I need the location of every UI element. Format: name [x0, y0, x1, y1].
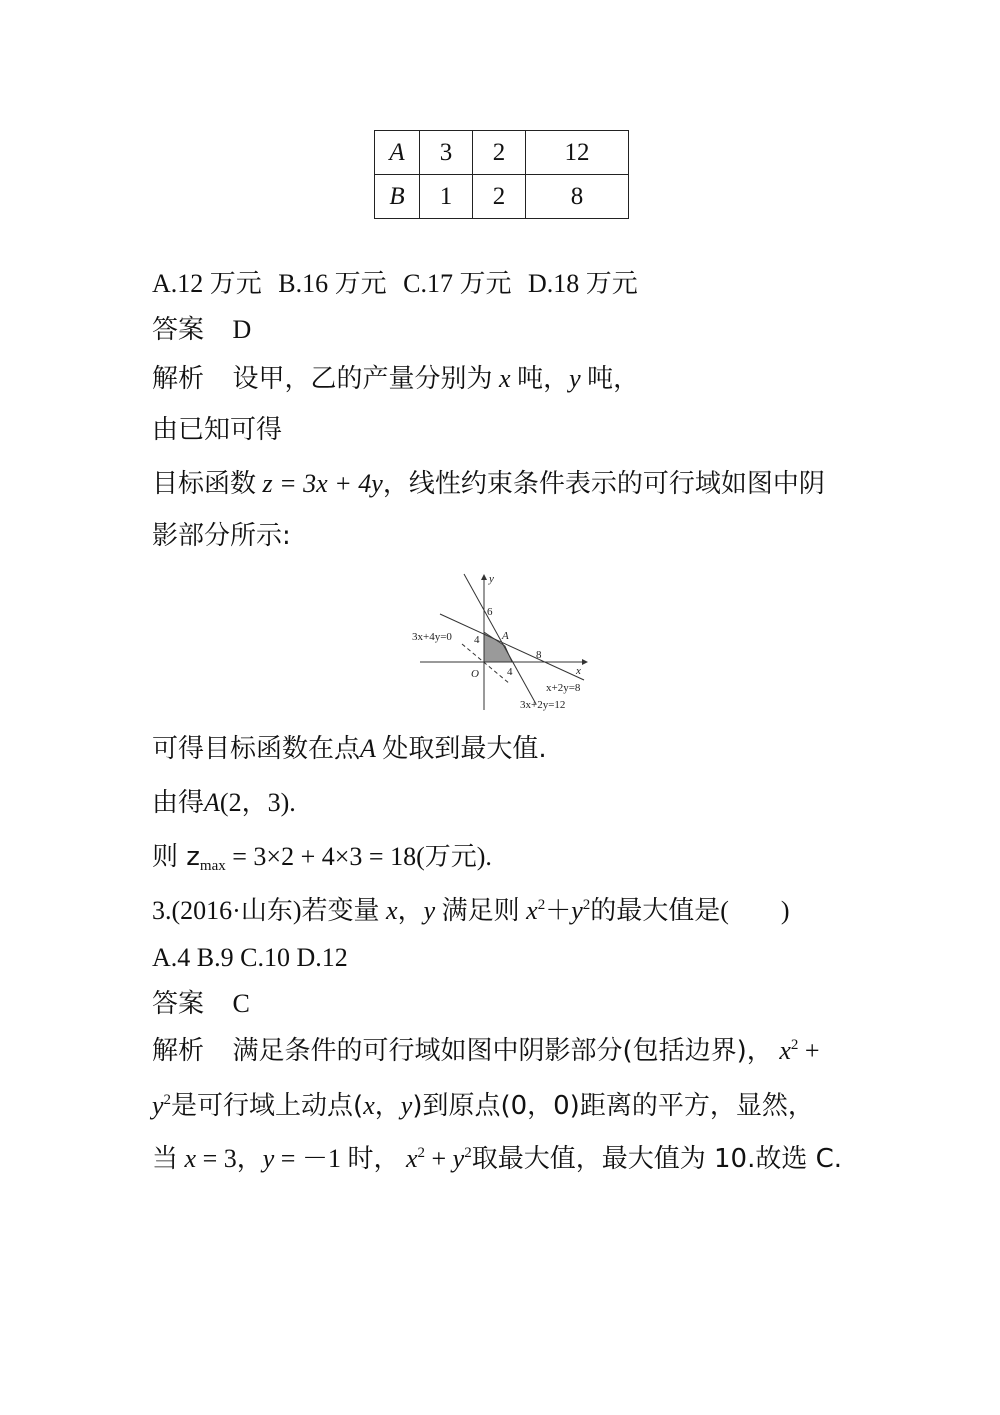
table-cell: 3: [420, 131, 473, 175]
analysis-label: 解析: [152, 364, 205, 394]
q2-line2: 由已知可得: [152, 415, 283, 445]
q2-analysis-line1: [152, 363, 639, 395]
var-y: y: [569, 364, 581, 393]
q3-stem: [152, 895, 790, 927]
data-table: [374, 130, 629, 219]
q2-line7: [152, 841, 492, 873]
answer-value: C: [232, 989, 250, 1018]
line6-coords: (2，3).: [219, 788, 296, 817]
constraint-label: 3x+2y=12: [520, 699, 566, 711]
option-a: A.12 万元: [152, 269, 262, 298]
origin-label: O: [471, 668, 479, 680]
feasible-region-figure: [410, 572, 600, 716]
q2-line6: [152, 787, 296, 819]
q3-answer: [152, 988, 250, 1020]
tick-label: 4: [507, 666, 513, 678]
objective-line-label: 3x+4y=0: [412, 631, 452, 643]
line5-text-b: 处取到最大值.: [382, 734, 547, 764]
line5-text: 可得目标函数在点: [152, 734, 361, 764]
q3-stem-a: 3.(2016·: [152, 896, 241, 925]
y-axis-label: y: [489, 573, 494, 585]
line7-expr: = 3×2 + 4×3 = 18(万元).: [225, 842, 492, 871]
table-cell: B: [375, 175, 420, 219]
q2-line3: [152, 468, 825, 500]
q3-source: 山东: [240, 896, 293, 926]
analysis-text: 当: [152, 1144, 179, 1174]
q3-analysis-line2: $y^2$是可行域上动点(x，y)到原点(0，0)距离的平方，显然，: [152, 1091, 814, 1121]
q3-expr: $x^2+y^2$: [526, 896, 591, 925]
tick-label: 8: [536, 649, 542, 661]
q2-answer: [152, 314, 251, 346]
table-row: [375, 131, 629, 175]
zmax-sub: max: [199, 858, 226, 874]
analysis-text: 吨，: [587, 364, 640, 394]
point-a: A: [360, 734, 376, 763]
var-y: y: [423, 896, 436, 925]
option-c: C.17 万元: [403, 269, 512, 298]
constraint-label: x+2y=8: [546, 682, 581, 694]
table-cell: 1: [420, 175, 473, 219]
table-cell: 2: [473, 175, 526, 219]
var-x: x: [499, 364, 511, 393]
line6-text: 由得: [152, 788, 205, 818]
q3-stem-b: )若变量: [292, 896, 380, 925]
analysis-text: 取最大值，最大值为 10.故选 C.: [471, 1144, 843, 1174]
expr: $x^2 + y^2$: [405, 1144, 472, 1173]
q2-line5: [152, 733, 547, 765]
line7-text: 则 z: [152, 842, 200, 872]
tick-label: 4: [474, 634, 480, 646]
analysis-label: 解析: [152, 1036, 205, 1066]
analysis-text: = 3，: [196, 1144, 263, 1173]
analysis-text: 满足条件的可行域如图中阴影部分(包括边界)，: [232, 1036, 773, 1066]
table-cell: 2: [473, 131, 526, 175]
analysis-text: 吨，: [517, 364, 570, 394]
analysis-text: )到原点(0，0)距离的平方，显然，: [412, 1091, 814, 1121]
table-cell: 12: [526, 131, 629, 175]
q2-line4: 影部分所示:: [152, 521, 291, 551]
q3-stem-c: ，: [397, 896, 424, 925]
q3-options: A.4 B.9 C.10 D.12: [152, 943, 348, 972]
option-d: D.18 万元: [527, 269, 638, 298]
table-row: [375, 175, 629, 219]
line3-text: 目标函数: [152, 469, 257, 499]
q3-analysis-line1: [152, 1035, 820, 1067]
objective-expr: z = 3x + 4y: [262, 469, 383, 498]
analysis-text: 是可行域上动点(: [171, 1091, 364, 1121]
x-axis-label: x: [576, 665, 581, 677]
option-b: B.16 万元: [278, 269, 387, 298]
table-cell: A: [375, 131, 420, 175]
q3-stem-d: 满足则: [441, 896, 520, 925]
q3-stem-e: 的最大值是( ): [590, 896, 790, 925]
point-a: A: [204, 788, 220, 817]
table-cell: 8: [526, 175, 629, 219]
answer-value: D: [232, 315, 252, 344]
line3-text-b: ，线性约束条件表示的可行域如图中阴: [382, 469, 825, 499]
q2-options: [152, 268, 638, 299]
analysis-text: ，: [374, 1091, 401, 1120]
expr: $x^2$ +: [779, 1036, 820, 1065]
point-a-label: A: [502, 630, 509, 642]
analysis-text: 设甲，乙的产量分别为: [232, 364, 493, 394]
x-axis-arrow-icon: [582, 659, 588, 665]
var-x: x: [386, 896, 398, 925]
y-axis-arrow-icon: [481, 574, 487, 580]
answer-label: 答案: [152, 315, 205, 345]
tick-label: 6: [487, 606, 493, 618]
q3-analysis-line3: 当 x = 3，y = －1 时， $x^2 + y^2$取最大值，最大值为 10.故选 C.: [152, 1144, 843, 1174]
analysis-text: = －1 时，: [274, 1144, 400, 1173]
expr: $y^2$: [152, 1091, 172, 1120]
answer-label: 答案: [152, 989, 205, 1019]
